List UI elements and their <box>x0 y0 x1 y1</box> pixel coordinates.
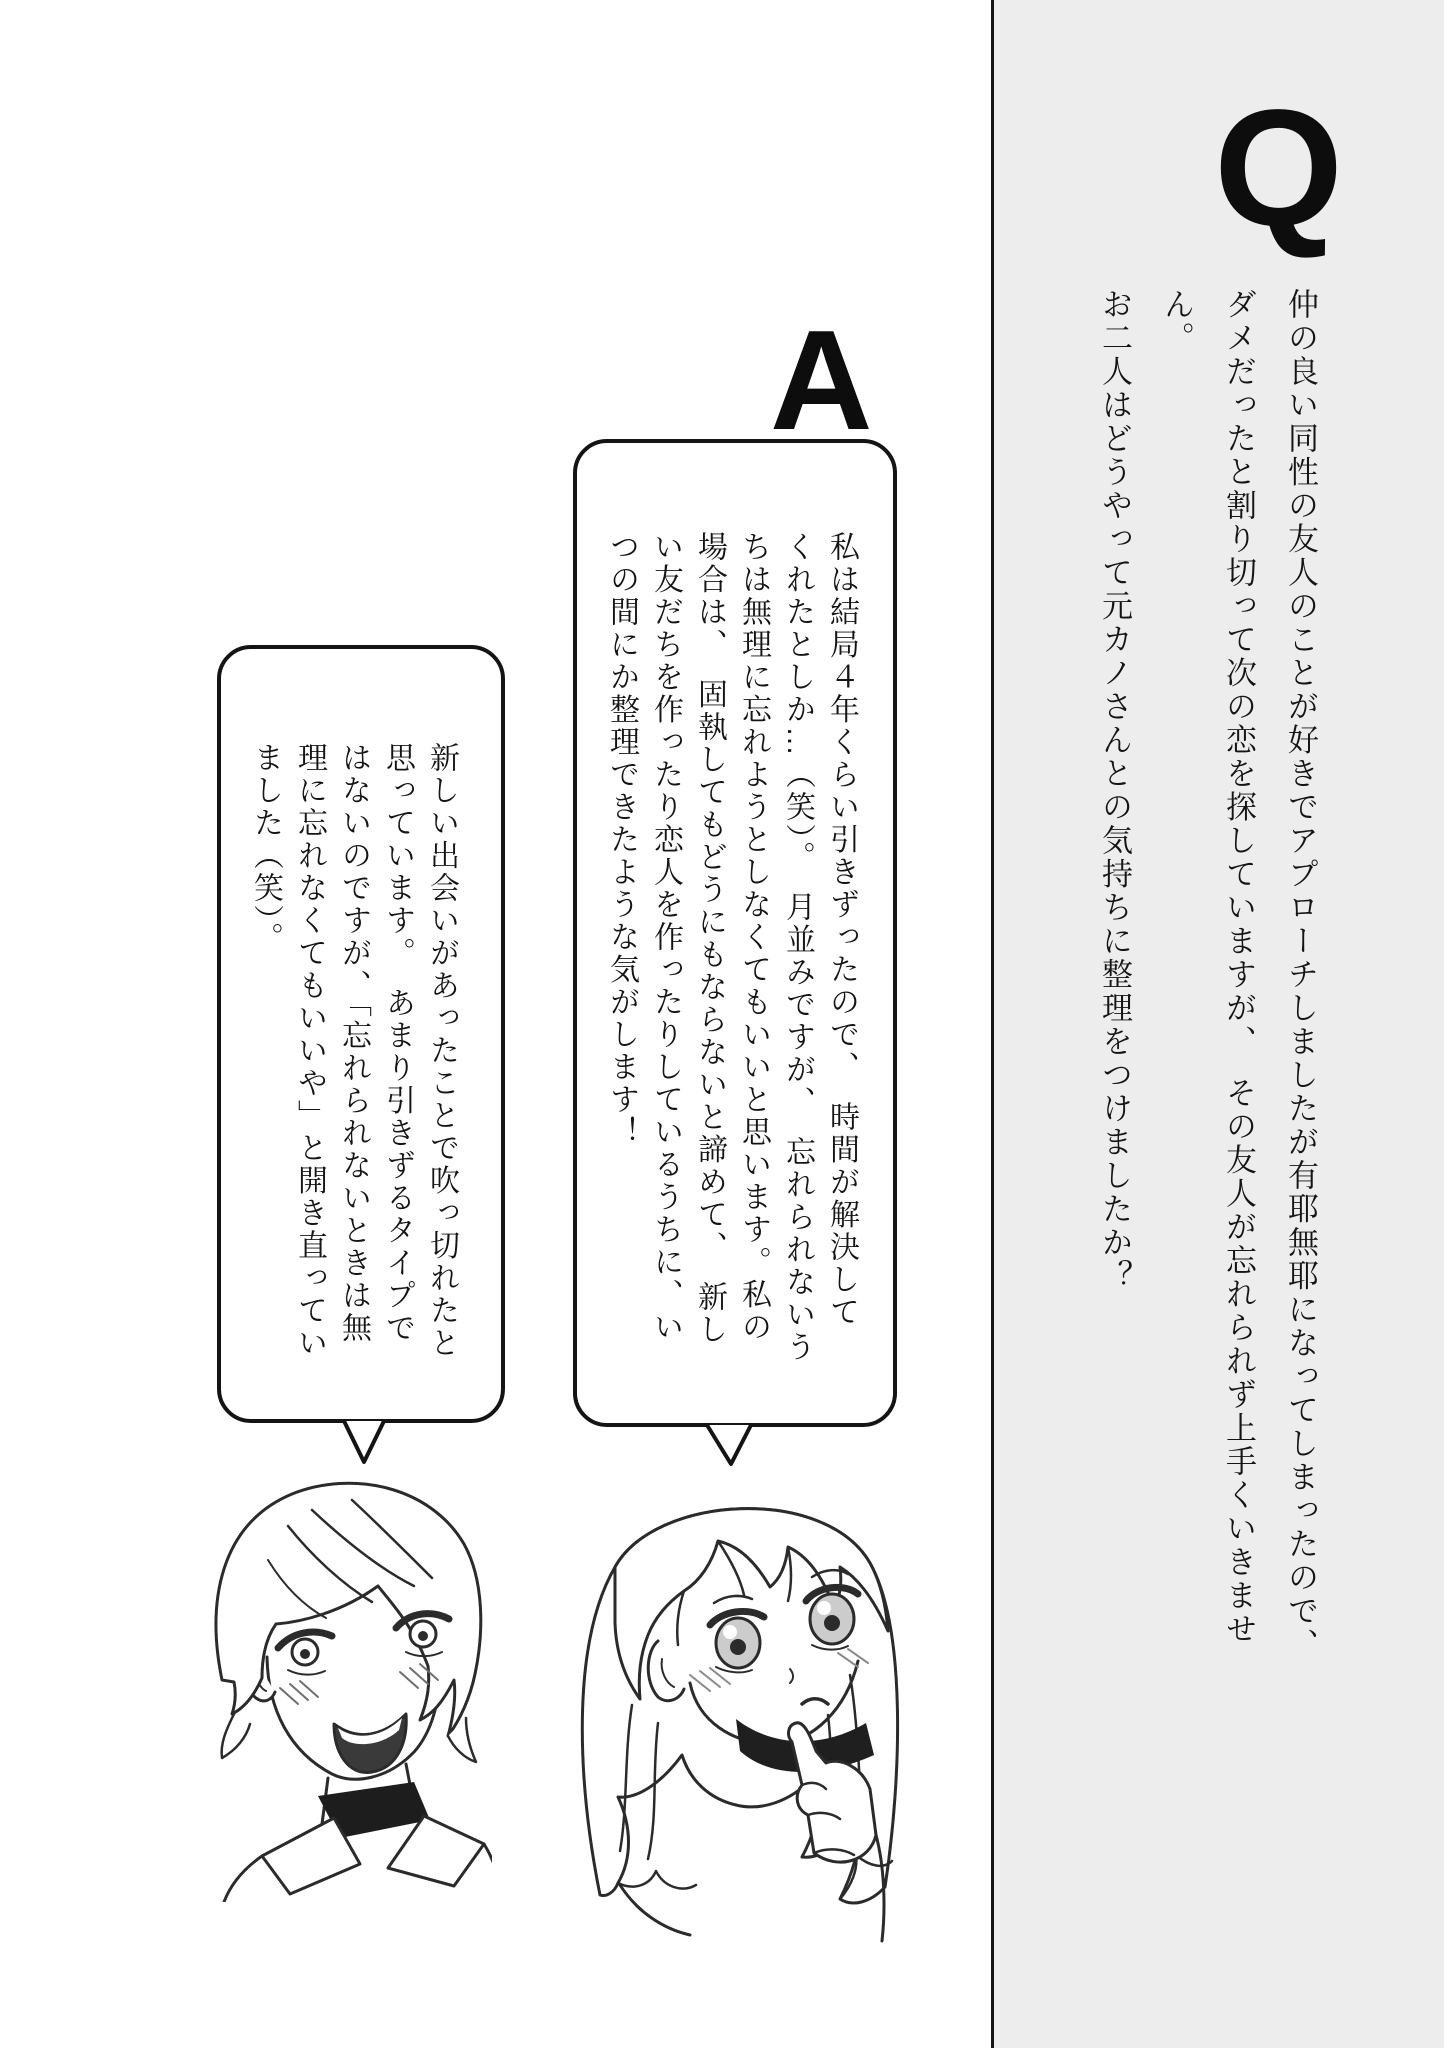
speech-bubble-right <box>573 439 897 1427</box>
question-line: お二人はどうやって元カノさんとの気持ちに整理をつけましたか？ <box>1097 288 1132 1293</box>
question-marker-letter: Q <box>1214 76 1344 261</box>
speech-bubble-left-text <box>243 742 463 1412</box>
bubble-line: つの間にか整理できたような気がします！ <box>605 531 638 1149</box>
speech-bubble-left <box>217 645 505 1423</box>
question-line: 仲の良い同性の友人のことが好きでアプローチしましたが有耶無耶になってしまったので、 <box>1283 288 1318 1662</box>
answer-marker-letter: A <box>770 301 873 460</box>
bubble-line: い友だちを作ったり恋人を作ったりしているうちに、い <box>649 531 682 1344</box>
bubble-line: 思っています。 あまり引きずるタイプで <box>381 742 414 1345</box>
bubble-line: ました（笑）。 <box>249 742 282 955</box>
question-line: ダメだったと割り切って次の恋を探していますが、 その友人が忘れられず上手くいきません。 <box>1159 288 1256 1646</box>
question-text <box>1083 288 1331 1708</box>
bubble-line: 理に忘れなくてもいいや」と開き直ってい <box>293 742 326 1360</box>
speech-bubble-left-tail-icon <box>336 1416 398 1472</box>
bubble-line: 私は結局４年くらい引きずったので、 時間が解決して <box>825 531 858 1329</box>
bubble-line: はないのですが、「忘れられないときは無 <box>337 742 370 1345</box>
speech-bubble-right-text <box>599 531 863 1411</box>
bubble-line: 場合は、 固執してもどうにもならないと諦めて、 新し <box>693 531 726 1346</box>
bubble-line: 新しい出会いがあったことで吹っ切れたと <box>425 742 458 1360</box>
speech-bubble-right-tail-icon <box>700 1420 770 1472</box>
bubble-line: ちは無理に忘れようとしなくてもいいと思います。私の <box>737 531 770 1344</box>
right-character-illustration <box>540 1455 920 1945</box>
bubble-line: くれたとしか…（笑）。 月並みですが、 忘れられないう <box>781 531 814 1364</box>
left-character-illustration <box>192 1452 492 1902</box>
